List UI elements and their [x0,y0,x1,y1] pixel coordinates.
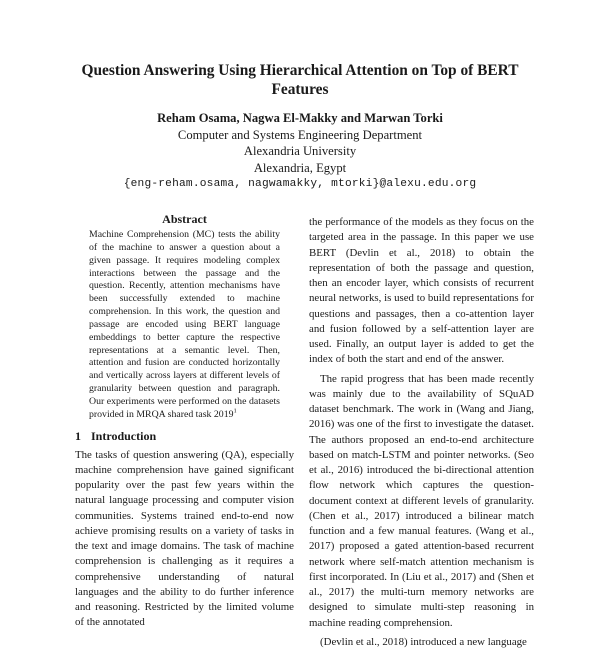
right-paragraph-1: the performance of the models as they focus on the targeted area in the passage. In this paper we use BERT (Devlin et al., 2018) to obtain the representation of both the passage and question, then an encoder layer, which consists of recurrent neural networks, is used to build representations for questions and passages, then a co-attention layer and fusion followed by a self-attention layer are used. Finally, an output layer is added to get the index of both the start and end of the answer. [309,216,534,366]
right-column [309,215,534,650]
author-emails: {eng-reham.osama, nagwamakky, mtorki}@alexu.edu.org [123,178,477,190]
author-names: Reham Osama, Nagwa El-Makky and Marwan Torki [157,111,443,125]
affiliation-university: Alexandria University [243,144,357,158]
abstract-text [89,229,280,422]
footnote-mark: 1 [233,407,237,415]
paper-title: Question Answering Using Hierarchical Attention on Top of BERT Features [81,62,519,98]
affiliation-department: Computer and Systems Engineering Department [177,127,423,142]
section-title: Introduction [91,428,157,443]
abstract-heading: Abstract [162,212,207,226]
abstract-body: Machine Comprehension (MC) tests the ability of the machine to answer a question about a given passage. It requires modeling complex interactions between the passage and the question. Recently, attention mechanisms have been successfully extended to machine comprehension. In this work, the question and passage are encoded using BERT language embeddings to better capture the respective representations at a semantic level. Then, attention and fusion are conducted horizontally and vertically across layers at different levels of granularity between question and paragraph. Our experiments were performed on the datasets provided in MRQA shared task 2019 [89,229,280,420]
author-block [0,110,600,193]
section-number: 1 [75,428,81,443]
left-column [75,212,294,631]
right-paragraph-3: (Devlin et al., 2018) introduced a new language [320,635,527,648]
section-heading-introduction [75,429,294,443]
introduction-paragraph-1: The tasks of question answering (QA), especially machine comprehension have gained significant popularity over the past few years within the natural language processing and computer vision communities. Systems trained end-to-end now achieve promising results on a variety of tasks in the text and image domains. The task of machine comprehension is challenging as it requires a comprehensive understanding of natural languages and the ability to do further inference and reasoning. Restricted by the limited volume of the annotated [75,448,294,629]
affiliation-location: Alexandria, Egypt [253,160,347,175]
right-paragraph-2: The rapid progress that has been made recently was mainly due to the availability of SQuAD dataset benchmark. The work in (Wang and Jiang, 2016) was one of the first to investigate the dataset. The authors proposed an end-to-end architecture based on match-LSTM and pointer networks. (Seo et al., 2016) introduced the bi-directional attention flow network which captures the question-document context at different levels of granularity. (Chen et al., 2017) introduced a bilinear match function and a few manual features. (Wang et al., 2017) proposed a gated attention-based recurrent network where self-match attention mechanism is first incorporated. In (Liu et al., 2017) and (Shen et al., 2017) the multi-turn memory networks are designed to simulate multi-step reasoning in machine reading comprehension. [309,372,534,629]
